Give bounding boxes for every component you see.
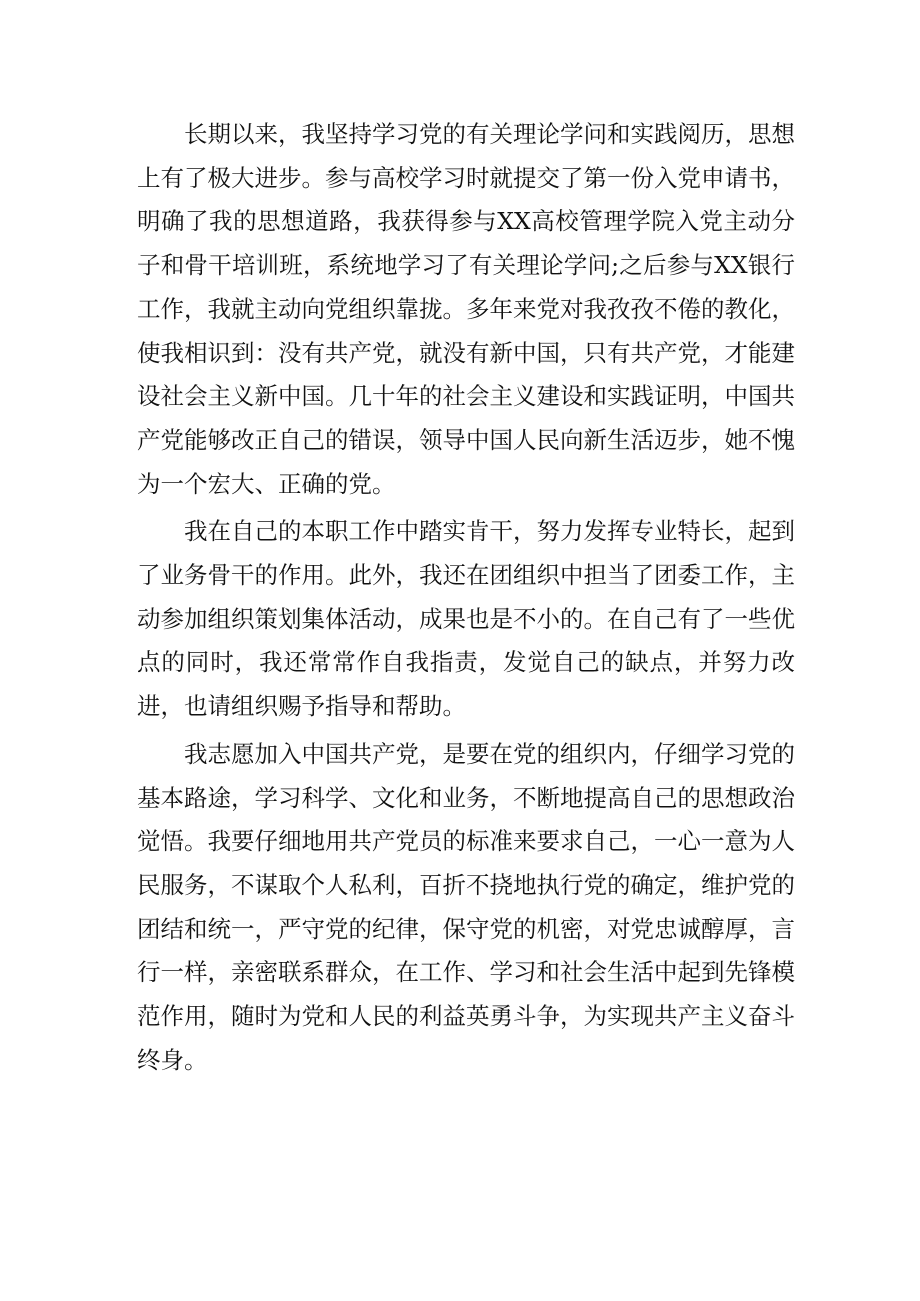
- document-body: [137, 113, 795, 1086]
- paragraph-2: 我在自己的本职工作中踏实肯干，努力发挥专业特长，起到了业务骨干的作用。此外，我还在团组织中担当了团委工作，主动参加组织策划集体活动，成果也是不小的。在自己有了一些优点的同时，我还常常作自我指责，发觉自己的缺点，并努力改进，也请组织赐予指导和帮助。: [137, 517, 795, 721]
- paragraph-3: 我志愿加入中国共产党，是要在党的组织内，仔细学习党的基本路途，学习科学、文化和业务，不断地提高自己的思想政治觉悟。我要仔细地用共产党员的标准来要求自己，一心一意为人民服务，不谋取个人私利，百折不挠地执行党的确定，维护党的团结和统一，严守党的纪律，保守党的机密，对党忠诚醇厚，言行一样，亲密联系群众，在工作、学习和社会生活中起到先锋模范作用，随时为党和人民的利益英勇斗争，为实现共产主义奋斗终身。: [137, 739, 795, 1074]
- paragraph-1: 长期以来，我坚持学习党的有关理论学问和实践阅历，思想上有了极大进步。参与高校学习时就提交了第一份入党申请书，明确了我的思想道路，我获得参与XX高校管理学院入党主动分子和骨干培训班，系统地学习了有关理论学问;之后参与XX银行工作，我就主动向党组织靠拢。多年来党对我孜孜不倦的教化，使我相识到：没有共产党，就没有新中国，只有共产党，才能建设社会主义新中国。几十年的社会主义建设和实践证明，中国共产党能够改正自己的错误，领导中国人民向新生活迈步，她不愧为一个宏大、正确的党。: [137, 120, 795, 498]
